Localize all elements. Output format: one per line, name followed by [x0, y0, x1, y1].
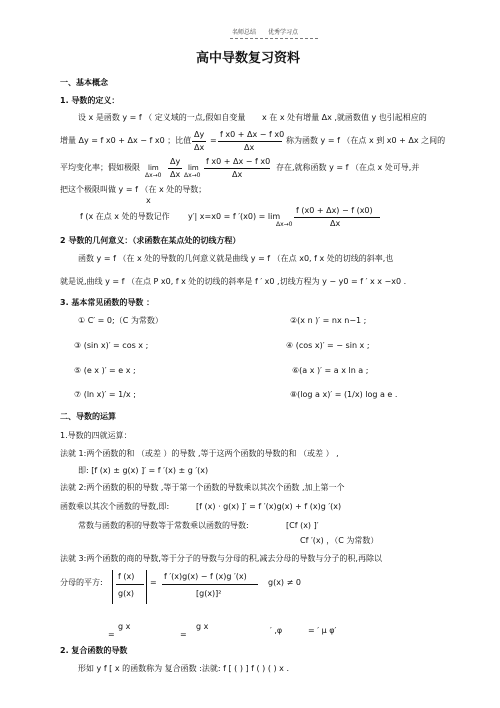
p1-line5-b: y′| x=x0 = f ′(x0) = lim	[188, 212, 281, 221]
lim2: lim	[188, 164, 199, 172]
frac3-bar	[168, 168, 182, 169]
page-title: 高中导数复习资料	[196, 51, 301, 66]
p2-line1: 函数 y = f （在 x 处的导数的几何意义就是曲线 y = f （在点 x0, f x 处的切线的斜率,也	[78, 254, 394, 263]
quot-lhs-den: g(x)	[118, 589, 135, 598]
quot-rhs-den: [g(x)]²	[196, 589, 222, 598]
frac5-bar	[294, 217, 380, 218]
header-left: 名师总结	[232, 29, 257, 36]
quot-bracket-left	[112, 570, 113, 604]
frac5-num: f (x0 + Δx) − f (x0)	[296, 206, 373, 215]
frac-eq: =	[210, 136, 217, 145]
rule-3-cont: 分母的平方:	[60, 578, 103, 587]
p2-line2: 就是说,曲线 y = f （在点 P x0, f x 处的切线的斜率是 f ′ x0 ,切线方程为 y − y0 = f ′ x x −x0 .	[60, 277, 407, 286]
rule-1-formula: 即: [f (x) ± g(x) ]′ = f ′(x) ± g ′(x)	[78, 466, 209, 475]
p1-x: x	[146, 196, 151, 205]
quot-bottom-b: g x	[196, 622, 209, 631]
lim1: lim	[148, 164, 159, 172]
lim1-sub: Δx→0	[145, 172, 162, 179]
frac1-num: Δy	[194, 130, 205, 139]
frac4-den: Δx	[232, 170, 243, 179]
rule-2-note-formula-2: Cf ′(x) ，（C 为常数）	[300, 536, 379, 545]
p1-line1-a: 设 x 是函数 y = f （ 定义域的一点,假如自变量	[78, 113, 246, 122]
frac1-den: Δx	[194, 143, 205, 152]
header-right: 优秀学习点	[268, 29, 299, 36]
quot-cond: g(x) ≠ 0	[268, 578, 301, 587]
quot-bottom-c: ′ ,φ	[270, 626, 283, 635]
frac4-bar	[204, 168, 270, 169]
rule-2: 法就 2:两个函数的积的导数 ,等于第一个函数的导数乘以其次个函数 ,加上第一个	[60, 483, 345, 492]
header-rule	[230, 38, 318, 39]
frac2-num: f x0 + Δx − f x0	[220, 130, 285, 139]
quot-lhs-num: f (x)	[118, 572, 135, 581]
lim2-sub: Δx→0	[184, 172, 201, 179]
rule-3: 法就 3:两个函数的商的导数,等于分子的导数与分母的积,减去分母的导数与分子的积,再除以	[60, 554, 382, 563]
p1-line1-b: x 在 x 处有增量 Δx ,就函数值 y 也引起相应的	[262, 113, 427, 122]
p1-line3-a: 平均变化率；假如极限	[60, 163, 140, 172]
p1-line3-b: 存在,就称函数 y = f （在点 x 处可导,并	[276, 163, 420, 172]
section-1-heading: 一、基本概念	[60, 78, 108, 87]
section-2-heading: 二、导数的运算	[60, 412, 116, 421]
quot-rhs-num: f ′(x)g(x) − f (x)g ′(x)	[164, 572, 247, 581]
quot-rhs-bar	[162, 584, 258, 585]
frac5-den: Δx	[330, 219, 341, 228]
p1-line2-b: 称为函数 y = f （在点 x 到 x0 + Δx 之间的	[286, 136, 446, 145]
p2-heading-composite: 2. 复合函数的导数	[60, 646, 128, 655]
composite-line: 形如 y f [ x 的函数称为 复合函数 :法就: f [ ( ) ] f ( ) ( ) x .	[78, 664, 289, 673]
rule-1: 法就 1:两个函数的和 （或差 ）的导数 ,等于这两个函数的导数的和 （或差 ） ,	[60, 449, 339, 458]
quot-lhs-bar	[116, 584, 144, 585]
frac3-den: Δx	[170, 170, 181, 179]
rule-heading: 1.导数的四就运算：	[60, 431, 132, 440]
rule-2-formula: [f (x) ⋅ g(x) ]′ = f ′(x)g(x) + f (x)g ′(x)	[196, 502, 342, 511]
quot-eq: =	[150, 578, 157, 587]
p1-line5-a: f (x 在点 x 处的导数记作	[80, 212, 170, 221]
frac1-bar	[192, 141, 206, 142]
rule-2-note-formula-1: [Cf (x) ]′	[286, 521, 319, 530]
formula-8: ⑧(log a x)′ = (1/x) log a e .	[290, 390, 398, 399]
p1-line4: 把这个极限叫做 y = f （在 x 处的导数；	[60, 185, 207, 194]
formula-4: ④ (cos x)′ = − sin x ;	[286, 341, 370, 350]
formula-1: ① C′ = 0;（C 为常数）	[78, 316, 163, 325]
rule-2-note: 常数与函数的积的导数等于常数乘以函数的导数:	[78, 521, 249, 530]
formula-2: ②(x n )′ = nx n−1 ;	[290, 316, 367, 325]
frac4-num: f x0 + Δx − f x0	[206, 157, 271, 166]
p2-heading: 2 导数的几何意义：（求函数在某点处的切线方程）	[60, 236, 241, 245]
quot-bottom-d: = ′ μ φ′	[308, 626, 337, 635]
formula-7: ⑦ (ln x)′ = 1/x ;	[74, 390, 136, 399]
rule-2-cont: 函数乘以其次个函数的导数,即:	[60, 502, 170, 511]
frac2-bar	[218, 141, 282, 142]
lim3-sub: Δx→0	[276, 221, 293, 228]
formula-3: ③ (sin x)′ = cos x ;	[74, 341, 149, 350]
quot-bottom-a: g x	[118, 622, 131, 631]
quot-bracket-right	[146, 570, 147, 604]
frac3-num: Δy	[170, 157, 181, 166]
p1-line2-a: 增量 Δy = f x0 + Δx − f x0 ；比值	[60, 136, 192, 145]
formula-6: ⑥(a x )′ = a x ln a ;	[292, 366, 369, 375]
p1-heading: 1. 导数的定义：	[60, 96, 120, 105]
frac2-den: Δx	[244, 143, 255, 152]
p3-heading: 3. 基本常见函数的导数 ：	[60, 298, 155, 307]
formula-5: ⑤ (e x )′ = e x ;	[74, 366, 136, 375]
